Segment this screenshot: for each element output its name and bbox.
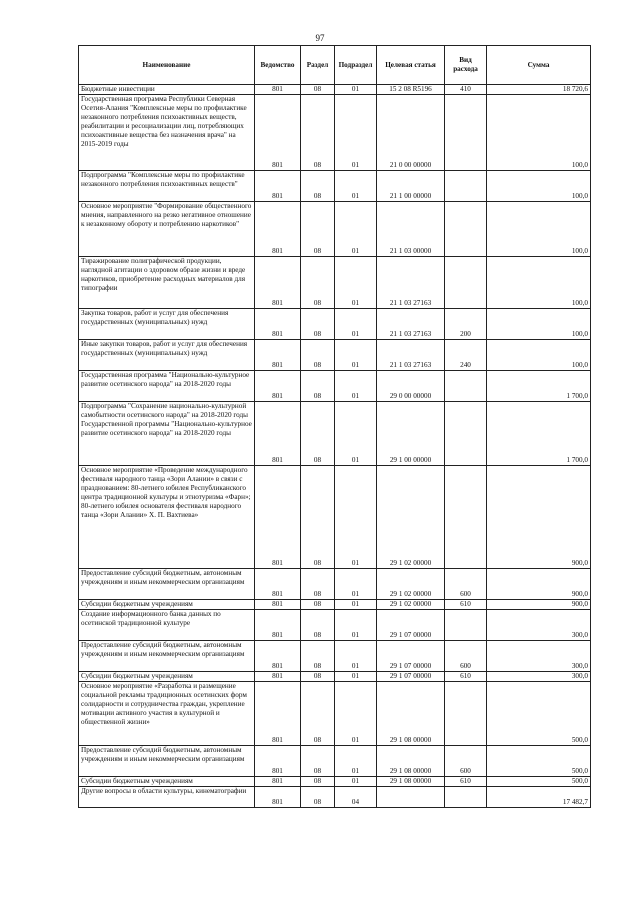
cell-dept: 801 — [255, 202, 301, 257]
cell-target: 21 1 03 27163 — [377, 257, 445, 309]
cell-dept: 801 — [255, 600, 301, 610]
table-row — [79, 95, 591, 171]
budget-table — [78, 45, 591, 808]
cell-expense-type: 600 — [445, 641, 487, 672]
cell-name: Субсидии бюджетным учреждениям — [79, 672, 255, 682]
table-row — [79, 569, 591, 600]
table-header — [79, 46, 591, 85]
cell-section: 08 — [301, 95, 335, 171]
cell-section: 08 — [301, 85, 335, 95]
header-name: Наименование — [79, 46, 255, 85]
cell-subsection: 04 — [335, 787, 377, 808]
cell-section: 08 — [301, 371, 335, 402]
cell-dept: 801 — [255, 641, 301, 672]
cell-dept: 801 — [255, 95, 301, 171]
table-row — [79, 171, 591, 202]
cell-target: 29 1 07 00000 — [377, 672, 445, 682]
cell-dept: 801 — [255, 777, 301, 787]
header-dept: Ведомство — [255, 46, 301, 85]
cell-sum: 100,0 — [487, 202, 591, 257]
cell-dept: 801 — [255, 309, 301, 340]
header-section: Раздел — [301, 46, 335, 85]
cell-dept: 801 — [255, 569, 301, 600]
cell-name: Подпрограмма "Сохранение национально-культурной самобытности осетинского народа" на 2018-2020 годы Государственной программы "Национально-культурное развитие осетинского народа" на 2018-2020 годы — [79, 402, 255, 466]
header-expense-type: Вид расхода — [445, 46, 487, 85]
cell-section: 08 — [301, 257, 335, 309]
cell-subsection: 01 — [335, 371, 377, 402]
cell-target: 29 1 07 00000 — [377, 641, 445, 672]
cell-name: Закупка товаров, работ и услуг для обеспечения государственных (муниципальных) нужд — [79, 309, 255, 340]
cell-subsection: 01 — [335, 202, 377, 257]
cell-sum: 300,0 — [487, 610, 591, 641]
cell-section: 08 — [301, 309, 335, 340]
cell-subsection: 01 — [335, 340, 377, 371]
cell-sum: 100,0 — [487, 309, 591, 340]
cell-subsection: 01 — [335, 600, 377, 610]
cell-sum: 900,0 — [487, 600, 591, 610]
cell-dept: 801 — [255, 371, 301, 402]
cell-subsection: 01 — [335, 402, 377, 466]
cell-section: 08 — [301, 777, 335, 787]
cell-sum: 500,0 — [487, 746, 591, 777]
cell-section: 08 — [301, 672, 335, 682]
cell-name: Основное мероприятие «Разработка и размещение социальной рекламы традиционных осетинских форм солидарности и сотрудничества граждан, укрепление мотивации активного участия в культурной и общественной жизни» — [79, 682, 255, 746]
cell-target: 21 1 00 00000 — [377, 171, 445, 202]
cell-dept: 801 — [255, 402, 301, 466]
cell-target: 15 2 08 R5196 — [377, 85, 445, 95]
cell-subsection: 01 — [335, 746, 377, 777]
header-sum: Сумма — [487, 46, 591, 85]
table-row — [79, 340, 591, 371]
cell-section: 08 — [301, 746, 335, 777]
cell-subsection: 01 — [335, 171, 377, 202]
cell-target: 29 1 08 00000 — [377, 777, 445, 787]
cell-subsection: 01 — [335, 95, 377, 171]
table-row — [79, 402, 591, 466]
cell-sum: 900,0 — [487, 569, 591, 600]
cell-subsection: 01 — [335, 466, 377, 569]
cell-target: 21 1 03 27163 — [377, 340, 445, 371]
cell-name: Предоставление субсидий бюджетным, автономным учреждениям и иным некоммерческим организациям — [79, 746, 255, 777]
cell-section: 08 — [301, 171, 335, 202]
table-row — [79, 466, 591, 569]
cell-sum: 100,0 — [487, 340, 591, 371]
cell-expense-type — [445, 466, 487, 569]
page-number: 97 — [315, 33, 325, 43]
cell-name: Другие вопросы в области культуры, кинематографии — [79, 787, 255, 808]
cell-sum: 100,0 — [487, 257, 591, 309]
table-row — [79, 257, 591, 309]
cell-expense-type: 610 — [445, 672, 487, 682]
cell-sum: 1 700,0 — [487, 402, 591, 466]
cell-section: 08 — [301, 641, 335, 672]
table-row — [79, 746, 591, 777]
cell-name: Создание информационного банка данных по осетинской традиционной культуре — [79, 610, 255, 641]
cell-name: Основное мероприятие "Формирование общественного мнения, направленного на резко негативное отношение к незаконному обороту и потреблению наркотиков" — [79, 202, 255, 257]
cell-target: 21 1 03 27163 — [377, 309, 445, 340]
cell-expense-type — [445, 202, 487, 257]
cell-expense-type — [445, 610, 487, 641]
cell-section: 08 — [301, 340, 335, 371]
cell-name: Субсидии бюджетным учреждениям — [79, 600, 255, 610]
cell-name: Подпрограмма "Комплексные меры по профилактике незаконного потребления психоактивных веществ" — [79, 171, 255, 202]
cell-section: 08 — [301, 610, 335, 641]
cell-subsection: 01 — [335, 257, 377, 309]
cell-name: Бюджетные инвестиции — [79, 85, 255, 95]
cell-dept: 801 — [255, 466, 301, 569]
cell-subsection: 01 — [335, 610, 377, 641]
cell-sum: 300,0 — [487, 672, 591, 682]
table-row — [79, 309, 591, 340]
table-row — [79, 641, 591, 672]
cell-section: 08 — [301, 787, 335, 808]
cell-dept: 801 — [255, 787, 301, 808]
cell-target: 29 1 07 00000 — [377, 610, 445, 641]
cell-section: 08 — [301, 466, 335, 569]
cell-target: 29 1 00 00000 — [377, 402, 445, 466]
cell-name: Предоставление субсидий бюджетным, автономным учреждениям и иным некоммерческим организациям — [79, 641, 255, 672]
cell-target: 29 1 02 00000 — [377, 569, 445, 600]
cell-dept: 801 — [255, 682, 301, 746]
cell-section: 08 — [301, 682, 335, 746]
cell-subsection: 01 — [335, 777, 377, 787]
cell-sum: 100,0 — [487, 171, 591, 202]
cell-sum: 18 720,6 — [487, 85, 591, 95]
cell-subsection: 01 — [335, 672, 377, 682]
cell-subsection: 01 — [335, 569, 377, 600]
table-row — [79, 600, 591, 610]
cell-expense-type: 610 — [445, 777, 487, 787]
cell-expense-type — [445, 787, 487, 808]
cell-target: 29 0 00 00000 — [377, 371, 445, 402]
cell-expense-type — [445, 402, 487, 466]
cell-name: Субсидии бюджетным учреждениям — [79, 777, 255, 787]
table-row — [79, 672, 591, 682]
cell-expense-type: 240 — [445, 340, 487, 371]
header-target: Целевая статья — [377, 46, 445, 85]
cell-name: Основное мероприятие «Проведение международного фестиваля народного танца «Зори Алании» в связи с празднованием: 80-летнего юбилея Республиканского центра традиционной культуры и этнотуризма «Фарн»; 80-летнего юбилея основателя фестиваля народного танца «Зори Алании» Х. П. Вахтиева» — [79, 466, 255, 569]
cell-sum: 1 700,0 — [487, 371, 591, 402]
cell-expense-type — [445, 682, 487, 746]
cell-sum: 500,0 — [487, 682, 591, 746]
cell-subsection: 01 — [335, 85, 377, 95]
cell-section: 08 — [301, 600, 335, 610]
table-row — [79, 610, 591, 641]
table-row — [79, 777, 591, 787]
cell-expense-type — [445, 371, 487, 402]
cell-dept: 801 — [255, 171, 301, 202]
cell-expense-type: 200 — [445, 309, 487, 340]
cell-dept: 801 — [255, 85, 301, 95]
cell-target: 29 1 08 00000 — [377, 746, 445, 777]
cell-dept: 801 — [255, 257, 301, 309]
table-row — [79, 787, 591, 808]
cell-expense-type: 600 — [445, 569, 487, 600]
cell-expense-type — [445, 95, 487, 171]
cell-expense-type — [445, 257, 487, 309]
cell-subsection: 01 — [335, 309, 377, 340]
cell-section: 08 — [301, 402, 335, 466]
cell-dept: 801 — [255, 340, 301, 371]
cell-sum: 100,0 — [487, 95, 591, 171]
cell-dept: 801 — [255, 672, 301, 682]
header-subsection: Подраздел — [335, 46, 377, 85]
cell-sum: 300,0 — [487, 641, 591, 672]
table-row — [79, 371, 591, 402]
cell-target: 29 1 08 00000 — [377, 682, 445, 746]
cell-target: 29 1 02 00000 — [377, 600, 445, 610]
cell-expense-type — [445, 171, 487, 202]
cell-target — [377, 787, 445, 808]
cell-target: 21 0 00 00000 — [377, 95, 445, 171]
cell-name: Предоставление субсидий бюджетным, автономным учреждениям и иным некоммерческим организациям — [79, 569, 255, 600]
cell-sum: 900,0 — [487, 466, 591, 569]
cell-name: Иные закупки товаров, работ и услуг для обеспечения государственных (муниципальных) нужд — [79, 340, 255, 371]
cell-dept: 801 — [255, 610, 301, 641]
cell-target: 29 1 02 00000 — [377, 466, 445, 569]
cell-subsection: 01 — [335, 682, 377, 746]
cell-expense-type: 610 — [445, 600, 487, 610]
cell-sum: 500,0 — [487, 777, 591, 787]
table-row — [79, 682, 591, 746]
cell-name: Государственная программа "Национально-культурное развитие осетинского народа" на 2018-2020 годы — [79, 371, 255, 402]
cell-dept: 801 — [255, 746, 301, 777]
cell-sum: 17 482,7 — [487, 787, 591, 808]
cell-target: 21 1 03 00000 — [377, 202, 445, 257]
table-row — [79, 85, 591, 95]
cell-expense-type: 600 — [445, 746, 487, 777]
cell-name: Тиражирование полиграфической продукции, наглядной агитации о здоровом образе жизни и вреде наркотиков, приобретение расходных материалов для типографии — [79, 257, 255, 309]
table-body — [79, 85, 591, 808]
cell-subsection: 01 — [335, 641, 377, 672]
cell-expense-type: 410 — [445, 85, 487, 95]
cell-section: 08 — [301, 569, 335, 600]
cell-name: Государственная программа Республики Северная Осетия-Алания "Комплексные меры по профилактике незаконного потребления психоактивных веществ, реабилитации и ресоциализации лиц, потребляющих психоактивные вещества без назначения врача" на 2015-2019 годы — [79, 95, 255, 171]
cell-section: 08 — [301, 202, 335, 257]
table-row — [79, 202, 591, 257]
